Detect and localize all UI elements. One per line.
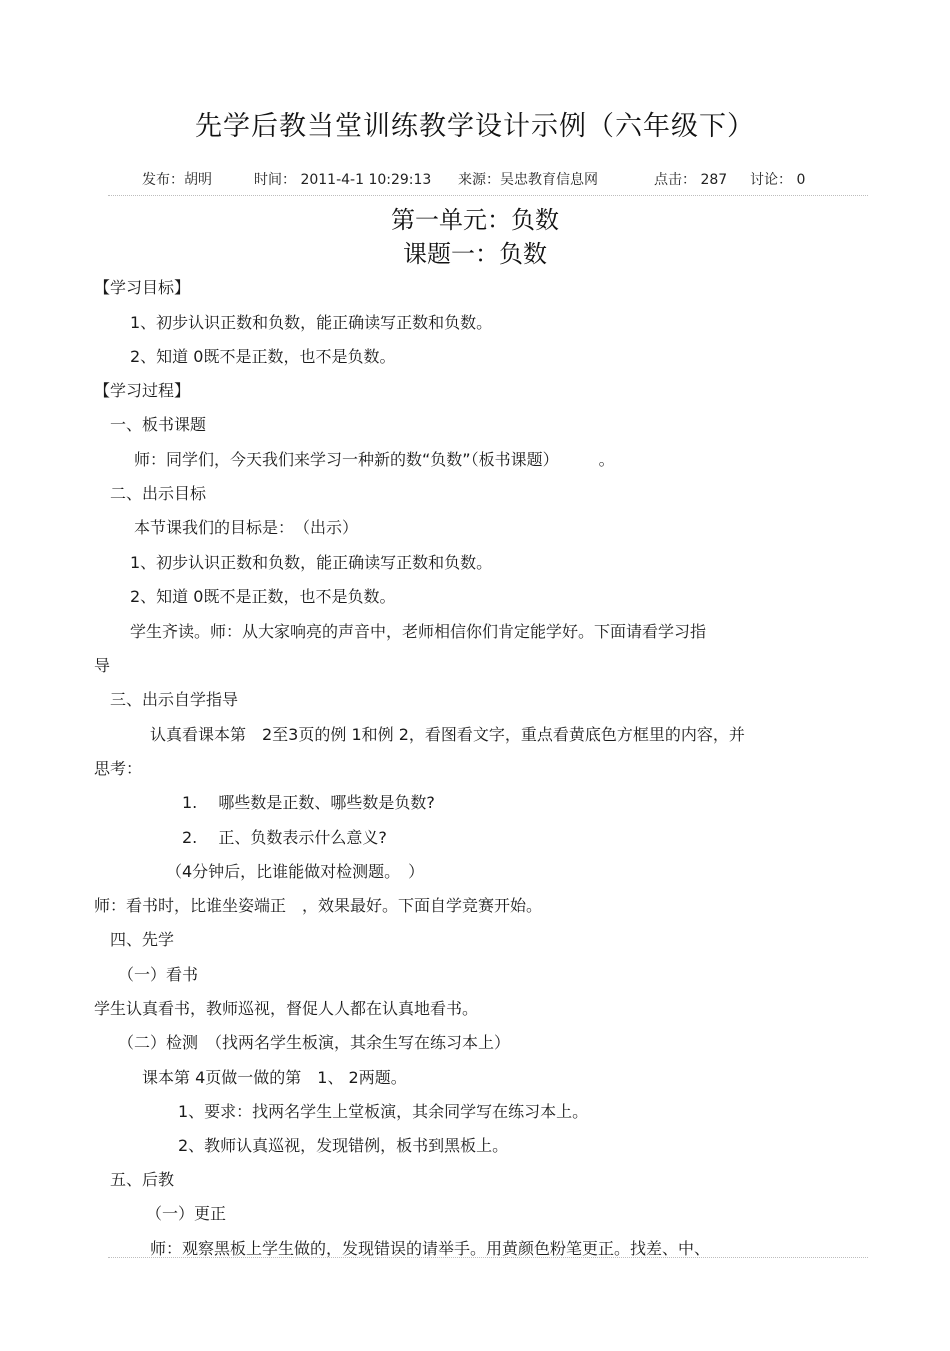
text-line: 课本第 4页做一做的第 1、 2两题。	[142, 1068, 407, 1087]
meta-source: 来源：吴忠教育信息网	[458, 172, 598, 188]
text-line: 本节课我们的目标是： （出示）	[134, 518, 359, 537]
text-line: 学生认真看书，教师巡视，督促人人都在认真地看书。	[94, 999, 479, 1018]
text-line: 思考：	[94, 759, 143, 778]
text-line: 三、出示自学指导	[110, 690, 239, 709]
text-line: 1、初步认识正数和负数，能正确读写正数和负数。	[130, 313, 493, 332]
unit-heading: 第一单元：负数	[391, 206, 559, 234]
meta-comments: 讨论： 0	[750, 172, 806, 188]
text-line: 师：观察黑板上学生做的，发现错误的请举手。用黄颜色粉笔更正。找差、中、	[150, 1239, 711, 1258]
text-line: 1、初步认识正数和负数，能正确读写正数和负数。	[130, 553, 493, 572]
text-line: （4分钟后，比谁能做对检测题。 ）	[166, 862, 425, 881]
text-line: 五、后教	[110, 1170, 175, 1189]
meta-author: 发布：胡明	[142, 172, 212, 188]
text-line: 2、知道 0既不是正数，也不是负数。	[130, 587, 396, 606]
text-line: 导	[94, 656, 111, 675]
divider-bottom	[108, 1257, 868, 1258]
text-line: 师：看书时，比谁坐姿端正 ，效果最好。下面自学竞赛开始。	[94, 896, 543, 915]
text-line: 认真看课本第 2至3页的例 1和例 2，看图看文字，重点看黄底色方框里的内容，并	[150, 725, 745, 744]
text-line: 1、要求：找两名学生上堂板演，其余同学写在练习本上。	[178, 1102, 589, 1121]
text-line: 2. 正、负数表示什么意义?	[182, 828, 387, 847]
text-line: 【学习目标】	[94, 278, 191, 297]
text-line: 1. 哪些数是正数、哪些数是负数?	[182, 793, 435, 812]
text-line: 四、先学	[110, 930, 175, 949]
divider-top	[108, 195, 868, 196]
text-line: 【学习过程】	[94, 381, 191, 400]
lesson-heading: 课题一：负数	[403, 240, 547, 268]
text-line: 2、教师认真巡视，发现错例，板书到黑板上。	[178, 1136, 509, 1155]
text-line: 2、知道 0既不是正数，也不是负数。	[130, 347, 396, 366]
text-line: （一）更正	[146, 1204, 227, 1223]
meta-time: 时间： 2011-4-1 10:29:13	[254, 172, 432, 188]
text-line: （二）检测 （找两名学生板演，其余生写在练习本上）	[118, 1033, 511, 1052]
meta-clicks: 点击： 287	[654, 172, 728, 188]
text-line: 师：同学们，今天我们来学习一种新的数“负数”（板书课题） 。	[134, 450, 615, 469]
text-line: 学生齐读。师：从大家响亮的声音中，老师相信你们肯定能学好。下面请看学习指	[130, 622, 707, 641]
text-line: （一）看书	[118, 965, 199, 984]
text-line: 一、板书课题	[110, 415, 207, 434]
article-title: 先学后教当堂训练教学设计示例（六年级下）	[195, 111, 755, 142]
text-line: 二、出示目标	[110, 484, 207, 503]
